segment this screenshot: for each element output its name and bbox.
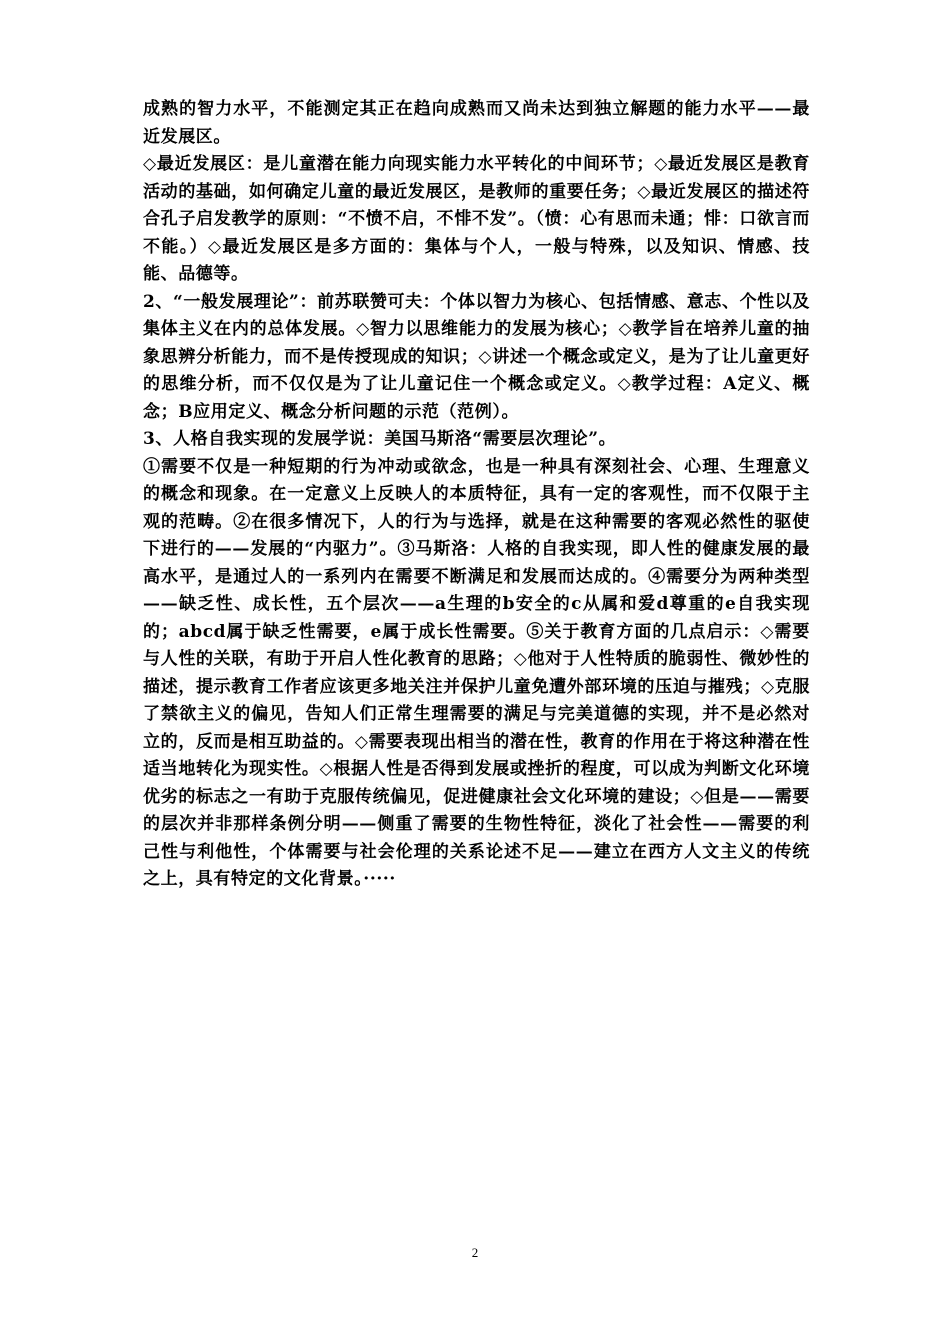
- paragraph-general-development-theory: 2、“一般发展理论”：前苏联赞可夫：个体以智力为核心、包括情感、意志、个性以及集体主义在内的总体发展。◇智力以思维能力的发展为核心；◇教学旨在培养儿童的抽象思辨分析能力，而不是传授现成的知识；◇讲述一个概念或定义，是为了让儿童更好的思维分析，而不仅仅是为了让儿童记住一个概念或定义。◇教学过程：A定义、概念；B应用定义、概念分析问题的示范（范例）。: [143, 291, 810, 422]
- page-number: 2: [471, 1245, 479, 1260]
- document-body: [143, 96, 810, 894]
- paragraph-zpd-intro: 成熟的智力水平，不能测定其正在趋向成熟而又尚未达到独立解题的能力水平——最近发展区。: [143, 99, 810, 147]
- paragraph-maslow-details: ①需要不仅是一种短期的行为冲动或欲念，也是一种具有深刻社会、心理、生理意义的概念和现象。在一定意义上反映人的本质特征，具有一定的客观性，而不仅限于主观的范畴。②在很多情况下，人的行为与选择，就是在这种需要的客观必然性的驱使下进行的——发展的“内驱力”。③马斯洛：人格的自我实现，即人性的健康发展的最高水平，是通过人的一系列内在需要不断满足和发展而达成的。④需要分为两种类型——缺乏性、成长性，五个层次——a生理的b安全的c从属和爱d尊重的e自我实现的；abcd属于缺乏性需要，e属于成长性需要。⑤关于教育方面的几点启示：◇需要与人性的关联，有助于开启人性化教育的思路；◇他对于人性特质的脆弱性、微妙性的描述，提示教育工作者应该更多地关注并保护儿童免遭外部环境的压迫与摧残；◇克服了禁欲主义的偏见，告知人们正常生理需要的满足与完美道德的实现，并不是必然对立的，反而是相互助益的。◇需要表现出相当的潜在性，教育的作用在于将这种潜在性适当地转化为现实性。◇根据人性是否得到发展或挫折的程度，可以成为判断文化环境优劣的标志之一有助于克服传统偏见，促进健康社会文化环境的建设；◇但是——需要的层次并非那样条例分明——侧重了需要的生物性特征，淡化了社会性——需要的利己性与利他性，个体需要与社会伦理的关系论述不足——建立在西方人文主义的传统之上，具有特定的文化背景。·····: [143, 456, 810, 889]
- paragraph-zpd-details: ◇最近发展区：是儿童潜在能力向现实能力水平转化的中间环节；◇最近发展区是教育活动的基础，如何确定儿童的最近发展区，是教师的重要任务；◇最近发展区的描述符合孔子启发教学的原则：“不愤不启，不悱不发”。（愤：心有思而未通；悱：口欲言而不能。）◇最近发展区是多方面的：集体与个人，一般与特殊，以及知识、情感、技能、品德等。: [143, 154, 810, 284]
- paragraph-maslow-heading: 3、人格自我实现的发展学说：美国马斯洛“需要层次理论”。: [143, 429, 617, 449]
